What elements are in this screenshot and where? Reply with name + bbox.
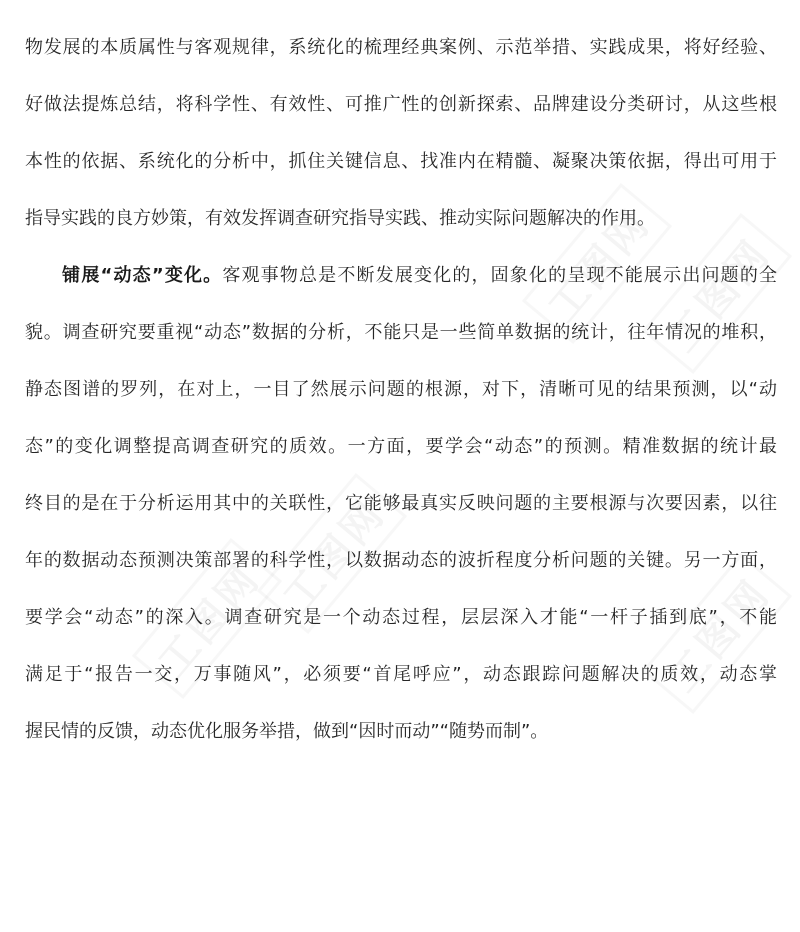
paragraph-2-line-6: 年的数据动态预测决策部署的科学性，以数据动态的波折程度分析问题的关键。另一方面， <box>25 550 777 571</box>
paragraph-1-line-4: 指导实践的良方妙策，有效发挥调查研究指导实践、推动实际问题解决的作用。 <box>25 208 655 229</box>
paragraph-1-line-2: 好做法提炼总结，将科学性、有效性、可推广性的创新探索、品牌建设分类研讨，从这些根 <box>25 94 777 115</box>
paragraph-2-line-8: 满足于“报告一交，万事随风”，必须要“首尾呼应”，动态跟踪问题解决的质效，动态掌 <box>25 664 777 685</box>
paragraph-2-line-9: 握民情的反馈，动态优化服务举措，做到“因时而动”“随势而制”。 <box>25 721 549 742</box>
paragraph-2-line-7: 要学会“动态”的深入。调查研究是一个动态过程，层层深入才能“一杆子插到底”，不能 <box>25 607 777 628</box>
paragraph-2-line-5: 终目的是在于分析运用其中的关联性，它能够最真实反映问题的主要根源与次要因素，以往 <box>25 493 777 514</box>
paragraph-1-line-1: 物发展的本质属性与客观规律，系统化的梳理经典案例、示范举措、实践成果，将好经验、 <box>25 37 777 58</box>
paragraph-2-line-4: 态”的变化调整提高调查研究的质效。一方面，要学会“动态”的预测。精准数据的统计最 <box>25 436 777 457</box>
watermark-logo: 工图网 <box>642 213 792 374</box>
watermark-logo: 工图网 <box>132 538 282 699</box>
paragraph-2-line-1-text: 客观事物总是不断发展变化的，固象化的呈现不能展示出问题的全 <box>222 265 777 286</box>
paragraph-2-line-1 <box>25 263 777 289</box>
watermark-logo: 工图网 <box>522 183 672 344</box>
watermark-logo: 工图网 <box>257 473 407 634</box>
watermark-logo: 工图网 <box>642 553 792 714</box>
paragraph-2-line-2: 貌。调查研究要重视“动态”数据的分析，不能只是一些简单数据的统计，往年情况的堆积， <box>25 322 777 343</box>
paragraph-1-line-3: 本性的依据、系统化的分析中，抓住关键信息、找准内在精髓、凝聚决策依据，得出可用于 <box>25 151 777 172</box>
paragraph-2-heading: 铺展“动态”变化。 <box>61 265 223 286</box>
paragraph-2-line-3: 静态图谱的罗列，在对上，一目了然展示问题的根源，对下，清晰可见的结果预测，以“动 <box>25 379 777 400</box>
